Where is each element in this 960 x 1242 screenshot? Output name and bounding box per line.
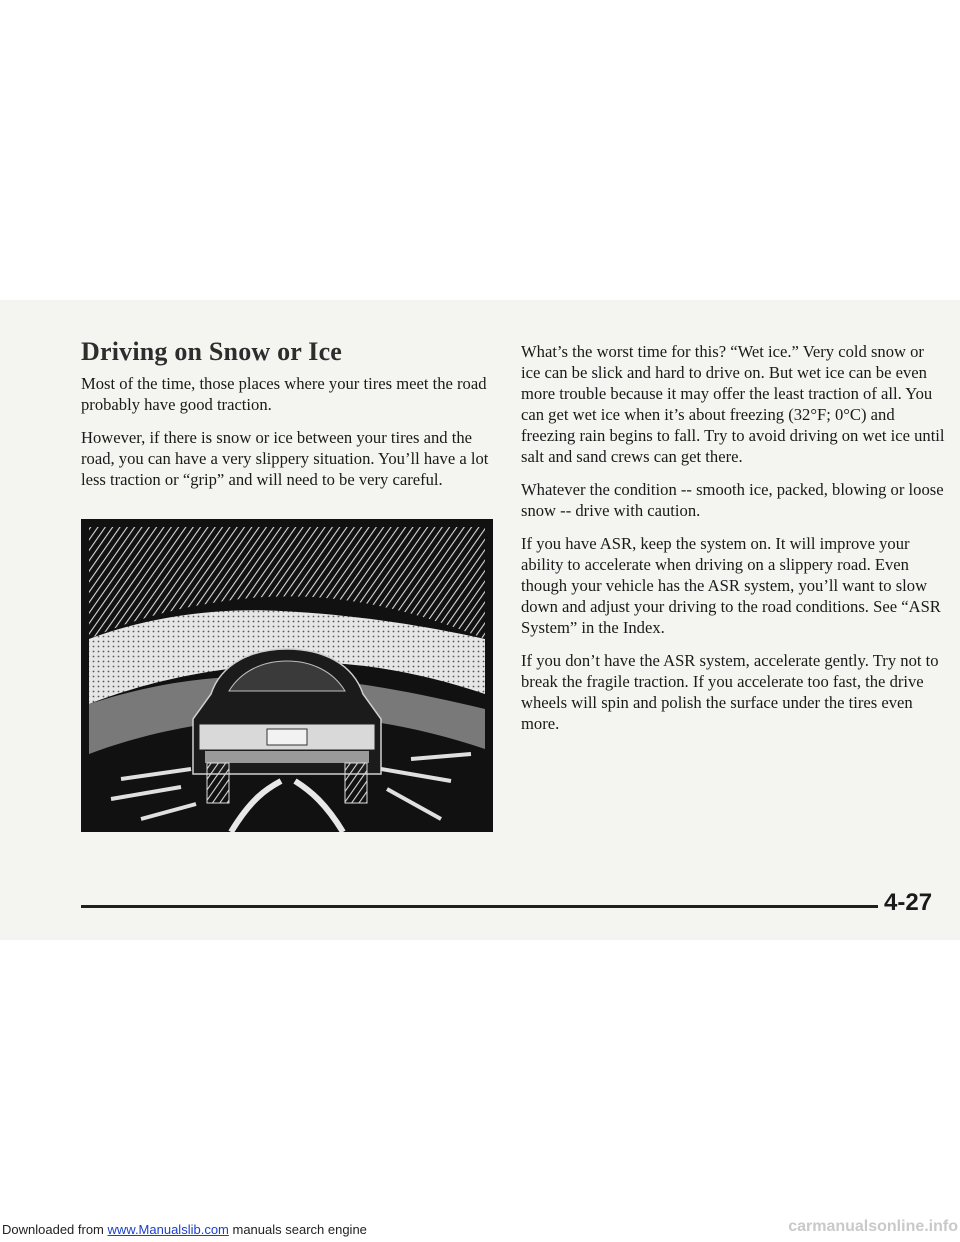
page-number: 4-27 xyxy=(884,889,933,916)
download-footer xyxy=(2,1222,367,1237)
right-column xyxy=(521,341,946,746)
footer-suffix: manuals search engine xyxy=(228,1222,367,1237)
paragraph: What’s the worst time for this? “Wet ice.” Very cold snow or ice can be slick and hard to drive on. But wet ice can be even more trouble because it may offer the least traction of all. You can get wet ice when it’s about freezing (32°F; 0°C) and freezing rain begins to fall. Try to avoid driving on wet ice until salt and sand crews can get there. xyxy=(521,342,945,466)
paragraph: If you have ASR, keep the system on. It will improve your ability to accelerate when driving on a slippery road. Even though your vehicle has the ASR system, you’ll want to slow down and adjust your driving to the road conditions. See “ASR System” in the Index. xyxy=(521,534,941,637)
paragraph: If you don’t have the ASR system, accelerate gently. Try not to break the fragile traction. If you accelerate too fast, the drive wheels will spin and polish the surface under the tires even more. xyxy=(521,651,939,733)
paragraph: However, if there is snow or ice between your tires and the road, you can have a very slippery situation. You’ll have a lot less traction or “grip” and will need to be very careful. xyxy=(81,428,489,489)
paragraph: Whatever the condition -- smooth ice, packed, blowing or loose snow -- drive with caution. xyxy=(521,480,944,520)
footer-rule xyxy=(81,905,878,908)
car-on-snow-illustration xyxy=(81,519,493,832)
section-heading: Driving on Snow or Ice xyxy=(81,337,343,366)
manualslib-link[interactable]: www.Manualslib.com xyxy=(107,1222,229,1237)
paragraph: Most of the time, those places where your tires meet the road probably have good traction. xyxy=(81,374,487,414)
watermark: carmanualsonline.info xyxy=(788,1218,958,1235)
footer-prefix: Downloaded from xyxy=(2,1222,108,1237)
left-column xyxy=(81,373,501,502)
